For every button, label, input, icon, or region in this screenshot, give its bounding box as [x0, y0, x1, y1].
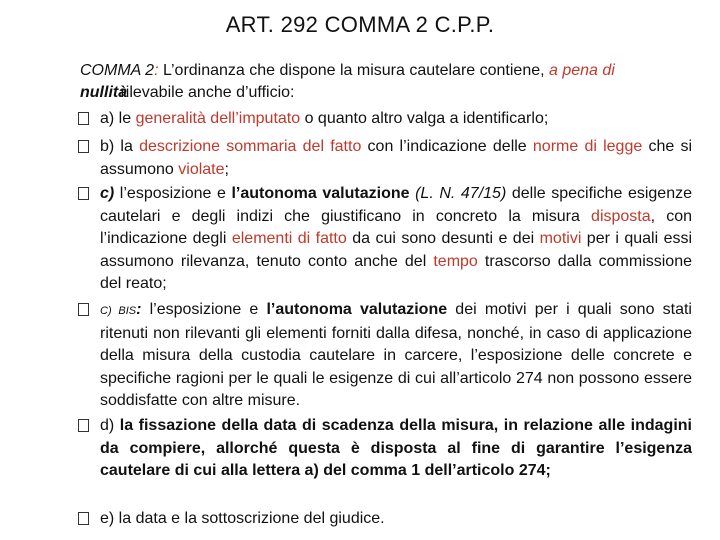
- item-text: ;: [224, 160, 229, 178]
- highlight-autonoma-bis: l’autonoma valutazione: [266, 301, 448, 318]
- bullet-box-icon: [78, 303, 89, 316]
- item-text: o quanto altro valga a identificarlo;: [300, 110, 549, 127]
- comma-colon: :: [154, 62, 159, 79]
- item-label: C) BIS: [100, 305, 137, 317]
- list-item-e: [100, 508, 692, 531]
- item-text: con l’indicazione delle: [361, 138, 533, 155]
- bullet-box-icon: [78, 512, 89, 525]
- item-text: , con l’indicazione degli: [100, 207, 693, 247]
- intro-rest: rilevabile anche d’ufficio:: [116, 84, 295, 101]
- list-item-a: [100, 108, 692, 131]
- highlight-norme: norme di legge: [532, 138, 643, 155]
- list-item-c: [100, 183, 692, 296]
- list-item-c-bis: [100, 299, 692, 413]
- list-item-d: [100, 415, 692, 483]
- bullet-box-icon: [78, 140, 89, 153]
- highlight-disposta: disposta: [591, 207, 651, 225]
- item-text: trascorso dalla commissione del reato;: [100, 252, 693, 292]
- comma-label: COMMA 2: [80, 62, 155, 79]
- item-label: d): [100, 417, 115, 434]
- bullet-box-icon: [78, 112, 89, 125]
- item-text: da cui sono desunti e dei: [346, 230, 540, 247]
- highlight-elementi: elementi di fatto: [231, 230, 347, 247]
- item-label: c): [100, 185, 115, 202]
- bullet-box-icon: [78, 419, 89, 432]
- item-label: e): [100, 510, 115, 527]
- slide-title: ART. 292 COMMA 2 C.P.P.: [225, 12, 495, 37]
- item-text: l’esposizione e: [141, 301, 267, 318]
- item-label: a): [100, 110, 115, 127]
- item-text: delle specifiche esigenze cautelari e degli indizi che giustificano in concreto la misura: [100, 185, 692, 225]
- highlight-motivi: motivi: [539, 230, 582, 247]
- intro-paragraph: [80, 60, 696, 104]
- nullita-word: nullità: [80, 84, 128, 101]
- item-text: la data e la sottoscrizione del giudice.: [114, 510, 385, 527]
- highlight-generalita: generalità dell’imputato: [135, 110, 301, 127]
- bullet-box-icon: [78, 187, 89, 200]
- intro-text: L’ordinanza che dispone la misura cautelare contiene,: [158, 62, 549, 79]
- highlight-descrizione: descrizione sommaria del fatto: [139, 138, 362, 155]
- item-text: la fissazione della data di scadenza della misura, in relazione alle indagini da compiere, allorché questa è disposta al fine di garantire l’esigenza cautelare di cui alla lettera a) del comma 1 dell’articolo 274;: [100, 417, 692, 479]
- law-reference: (L. N. 47/15): [415, 185, 507, 202]
- item-text: dei motivi per i quali sono stati ritenuti non rilevanti gli elementi forniti dalla difesa, nonché, in caso di applicazione della misura della custodia cautelare in carcere, l’esposizione delle concrete e specifiche ragioni per le quali le esigenze di cui all’articolo 274 non possono essere soddisfatte con altre misure.: [100, 301, 692, 409]
- item-text: per i quali essi assumono rilevanza, tenuto conto anche del: [100, 230, 693, 270]
- intro-penalty: a pena di: [549, 62, 615, 79]
- highlight-autonoma: l’autonoma valutazione: [231, 185, 410, 202]
- item-text: la: [114, 138, 140, 155]
- highlight-violate: violate: [178, 160, 225, 178]
- item-text: le: [114, 110, 136, 127]
- item-text: l’esposizione e: [114, 185, 232, 202]
- item-label: b): [100, 138, 115, 155]
- list-item-b: [100, 136, 692, 181]
- highlight-tempo: tempo: [433, 252, 478, 270]
- item-label-colon: :: [136, 301, 142, 318]
- item-text: che si assumono: [100, 138, 693, 178]
